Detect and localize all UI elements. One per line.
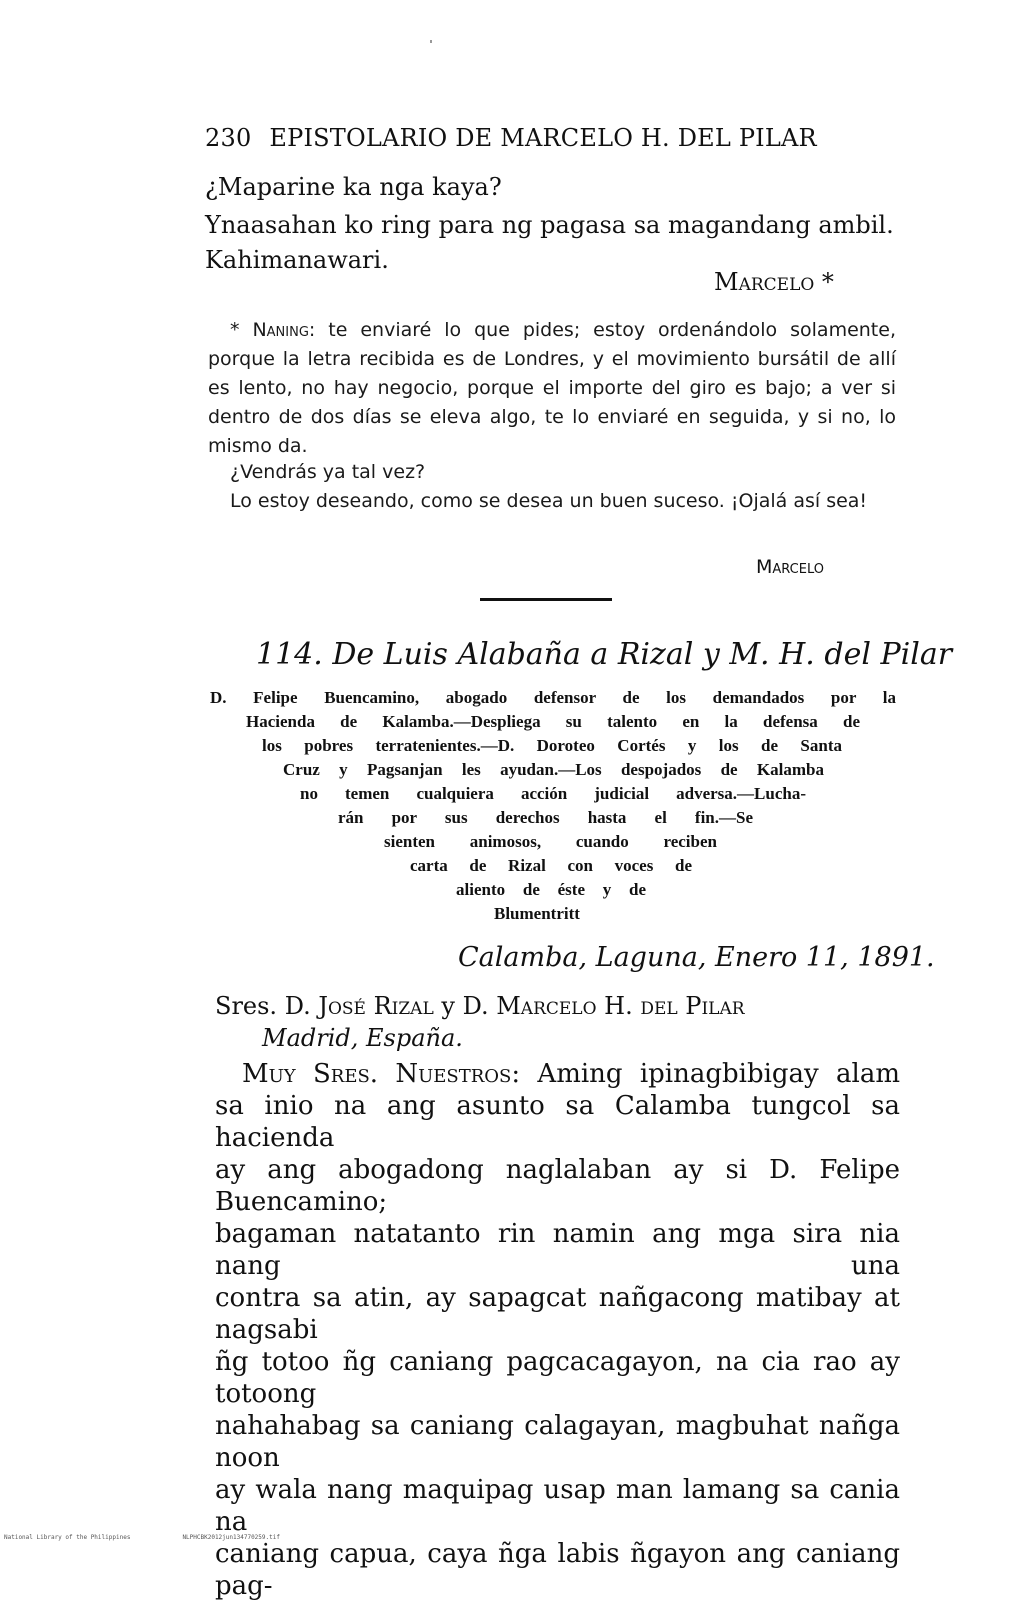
summary-line: Blumentritt <box>494 904 580 923</box>
page-number: 230 <box>205 124 252 152</box>
signature-marcelo-2: Marcelo <box>756 556 824 578</box>
recipient-initial: H. <box>596 992 641 1020</box>
footer-file-id: NLPHCBK2012jun134770259.tif <box>182 1534 280 1541</box>
footer-library: National Library of the Philippines <box>4 1534 131 1541</box>
recipient-marcelo: Marcelo <box>496 992 597 1020</box>
recipient-rizal: José Rizal <box>318 992 434 1020</box>
summary-line: no temen cualquiera acción judicial adversa.—Lucha- <box>300 784 806 803</box>
running-title: EPISTOLARIO DE MARCELO H. DEL PILAR <box>269 124 817 152</box>
signature-marcelo-1: Marcelo * <box>714 268 834 296</box>
dateline: Calamba, Laguna, Enero 11, 1891. <box>458 942 935 973</box>
section-divider <box>480 598 612 601</box>
summary-line: carta de Rizal con voces de <box>410 856 692 875</box>
translation-line-3: Lo estoy deseando, como se desea un buen suceso. ¡Ojalá así sea! <box>230 490 868 512</box>
tagalog-line-3: Kahimanawari. <box>205 246 389 274</box>
body-line: contra sa atin, ay sapagcat nañgacong matibay at nagsabi <box>215 1283 900 1345</box>
address-prefix: Sres. D. <box>215 992 319 1020</box>
translation-line-2: ¿Vendrás ya tal vez? <box>230 461 426 483</box>
summary-line: sienten animosos, cuando reciben <box>384 832 717 851</box>
salutation: Muy Sres. Nuestros <box>242 1059 512 1089</box>
summary-line: los pobres terratenientes.—D. Doroteo Cortés y los de Santa <box>262 736 842 755</box>
address-mid: y D. <box>433 992 497 1020</box>
running-header <box>205 124 817 152</box>
tagalog-line-1: ¿Maparine ka nga kaya? <box>205 173 502 201</box>
body-line: ñg totoo ñg caniang pagcacagayon, na cia rao ay totoong <box>215 1347 900 1409</box>
letter-body <box>215 1058 900 1602</box>
summary-line: Hacienda de Kalamba.—Despliega su talento en la defensa de <box>246 712 860 731</box>
footnote-marker: * <box>230 319 253 341</box>
summary-line: aliento de éste y de <box>456 880 646 899</box>
address-place: Madrid, España. <box>262 1024 463 1052</box>
body-line: ay ang abogadong naglalaban ay si D. Felipe Buencamino; <box>215 1155 900 1217</box>
letter-title: 114. De Luis Alabaña a Rizal y M. H. del Pilar <box>256 637 953 672</box>
body-line: caniang capua, caya ñga labis ñgayon ang caniang pag- <box>215 1539 900 1601</box>
translation-paragraph <box>208 316 896 461</box>
body-line: sa inio na ang asunto sa Calamba tungcol sa hacienda <box>215 1091 900 1153</box>
address-recipients <box>215 992 745 1020</box>
body-line: nahahabag sa caniang calagayan, magbuhat nañga noon <box>215 1411 900 1473</box>
translation-label: Naning <box>252 319 309 341</box>
body-line-text: : Aming ipinagbibigay alam <box>511 1059 900 1089</box>
tagalog-line-2: Ynaasahan ko ring para ng pagasa sa magandang ambil. <box>205 211 894 239</box>
translation-text: : te enviaré lo que pides; estoy ordenándolo solamente, porque la letra recibida es de Londres, y el movimiento bursátil de allí es lento, no hay negocio, porque el importe del giro es bajo; a ver si dentro de dos días se eleva algo, te lo enviaré en seguida, y si no, lo mismo da. <box>208 319 896 457</box>
body-line: bagaman natatanto rin namin ang mga sira nia nang una <box>215 1219 900 1281</box>
body-line <box>215 1058 900 1090</box>
summary-line: D. Felipe Buencamino, abogado defensor de los demandados por la <box>210 688 896 707</box>
scan-footer <box>4 1534 332 1541</box>
scan-speck <box>430 40 432 43</box>
summary-line: rán por sus derechos hasta el fin.—Se <box>338 808 753 827</box>
recipient-del-pilar: del Pilar <box>640 992 745 1020</box>
summary-line: Cruz y Pagsanjan les ayudan.—Los despojados de Kalamba <box>283 760 824 779</box>
body-line: ay wala nang maquipag usap man lamang sa cania na <box>215 1475 900 1537</box>
